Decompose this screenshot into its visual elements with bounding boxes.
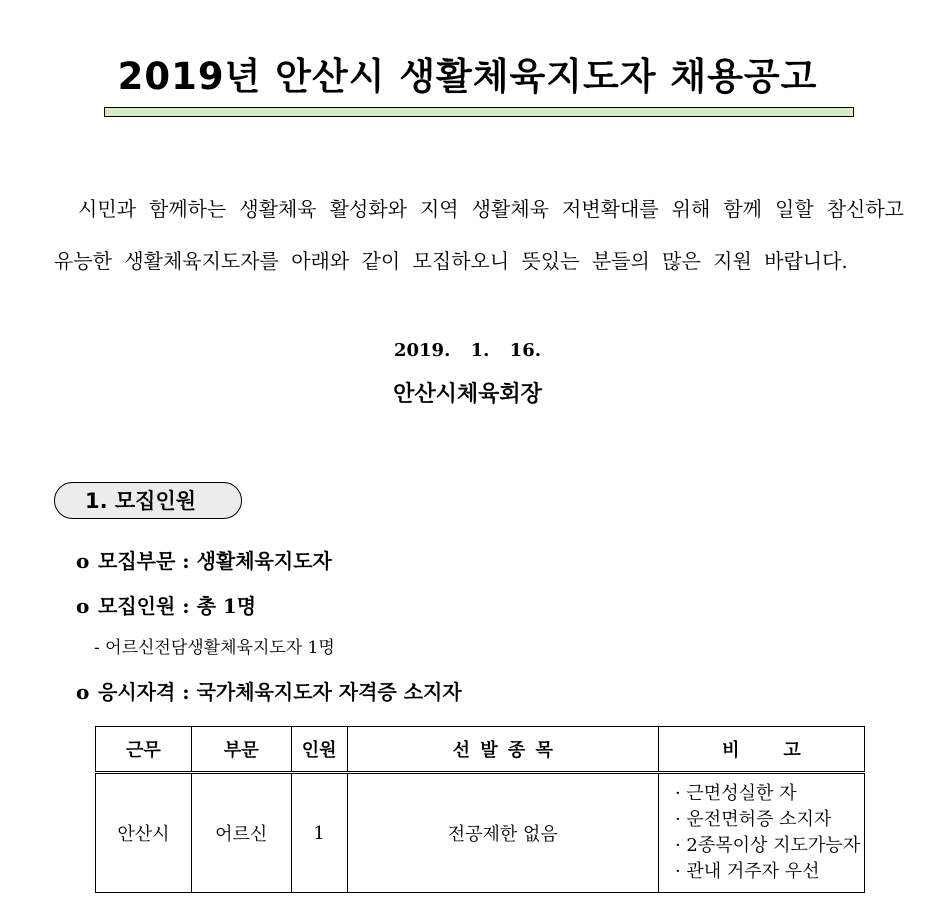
notice-date: 2019. 1. 16. (393, 340, 541, 361)
bullet-marker: o (76, 549, 90, 573)
qualification-label: 응시자격 : 국가체육지도자 자격증 소지자 (98, 680, 462, 704)
title-underline-bar (104, 107, 854, 117)
recruitment-table (95, 726, 865, 893)
section-heading-recruitment (54, 482, 242, 519)
header-division: 부문 (191, 727, 291, 773)
count-detail: - 어르신전담생활체육지도자 1명 (94, 638, 335, 658)
header-remarks: 비 고 (658, 727, 864, 773)
qualification-row (76, 678, 462, 706)
table-row (96, 773, 865, 893)
remark-item: · 근면성실한 자 (674, 783, 797, 804)
bullet-marker: o (76, 680, 90, 704)
remark-item: · 운전면허증 소지자 (674, 809, 832, 830)
intro-paragraph: 시민과 함께하는 생활체육 활성화와 지역 생활체육 저변확대를 위해 함께 일할 참신하고 유능한 생활체육지도자를 아래와 같이 모집하오니 뜻있는 분들의 많은 지원 바랍니다. (54, 197, 904, 273)
cell-count: 1 (291, 773, 347, 893)
remark-item: · 2종목이상 지도가능자 (674, 835, 861, 856)
header-count: 인원 (291, 727, 347, 773)
table-header-row (96, 727, 865, 773)
cell-division: 어르신 (191, 773, 291, 893)
page-title: 2019년 안산시 생활체육지도자 채용공고 (117, 55, 818, 98)
cell-sport: 전공제한 없음 (347, 773, 658, 893)
count-row (76, 592, 256, 620)
cell-remarks (658, 773, 864, 893)
section-heading-label: 1. 모집인원 (85, 489, 197, 513)
bullet-marker: o (76, 594, 90, 618)
cell-location: 안산시 (96, 773, 192, 893)
remark-item: · 관내 거주자 우선 (674, 861, 820, 882)
division-row (76, 547, 332, 575)
division-label: 모집부문 : 생활체육지도자 (98, 549, 332, 573)
header-location: 근무 (96, 727, 192, 773)
organization-name: 안산시체육회장 (393, 381, 542, 407)
header-sport: 선 발 종 목 (347, 727, 658, 773)
count-label: 모집인원 : 총 1명 (98, 594, 257, 618)
